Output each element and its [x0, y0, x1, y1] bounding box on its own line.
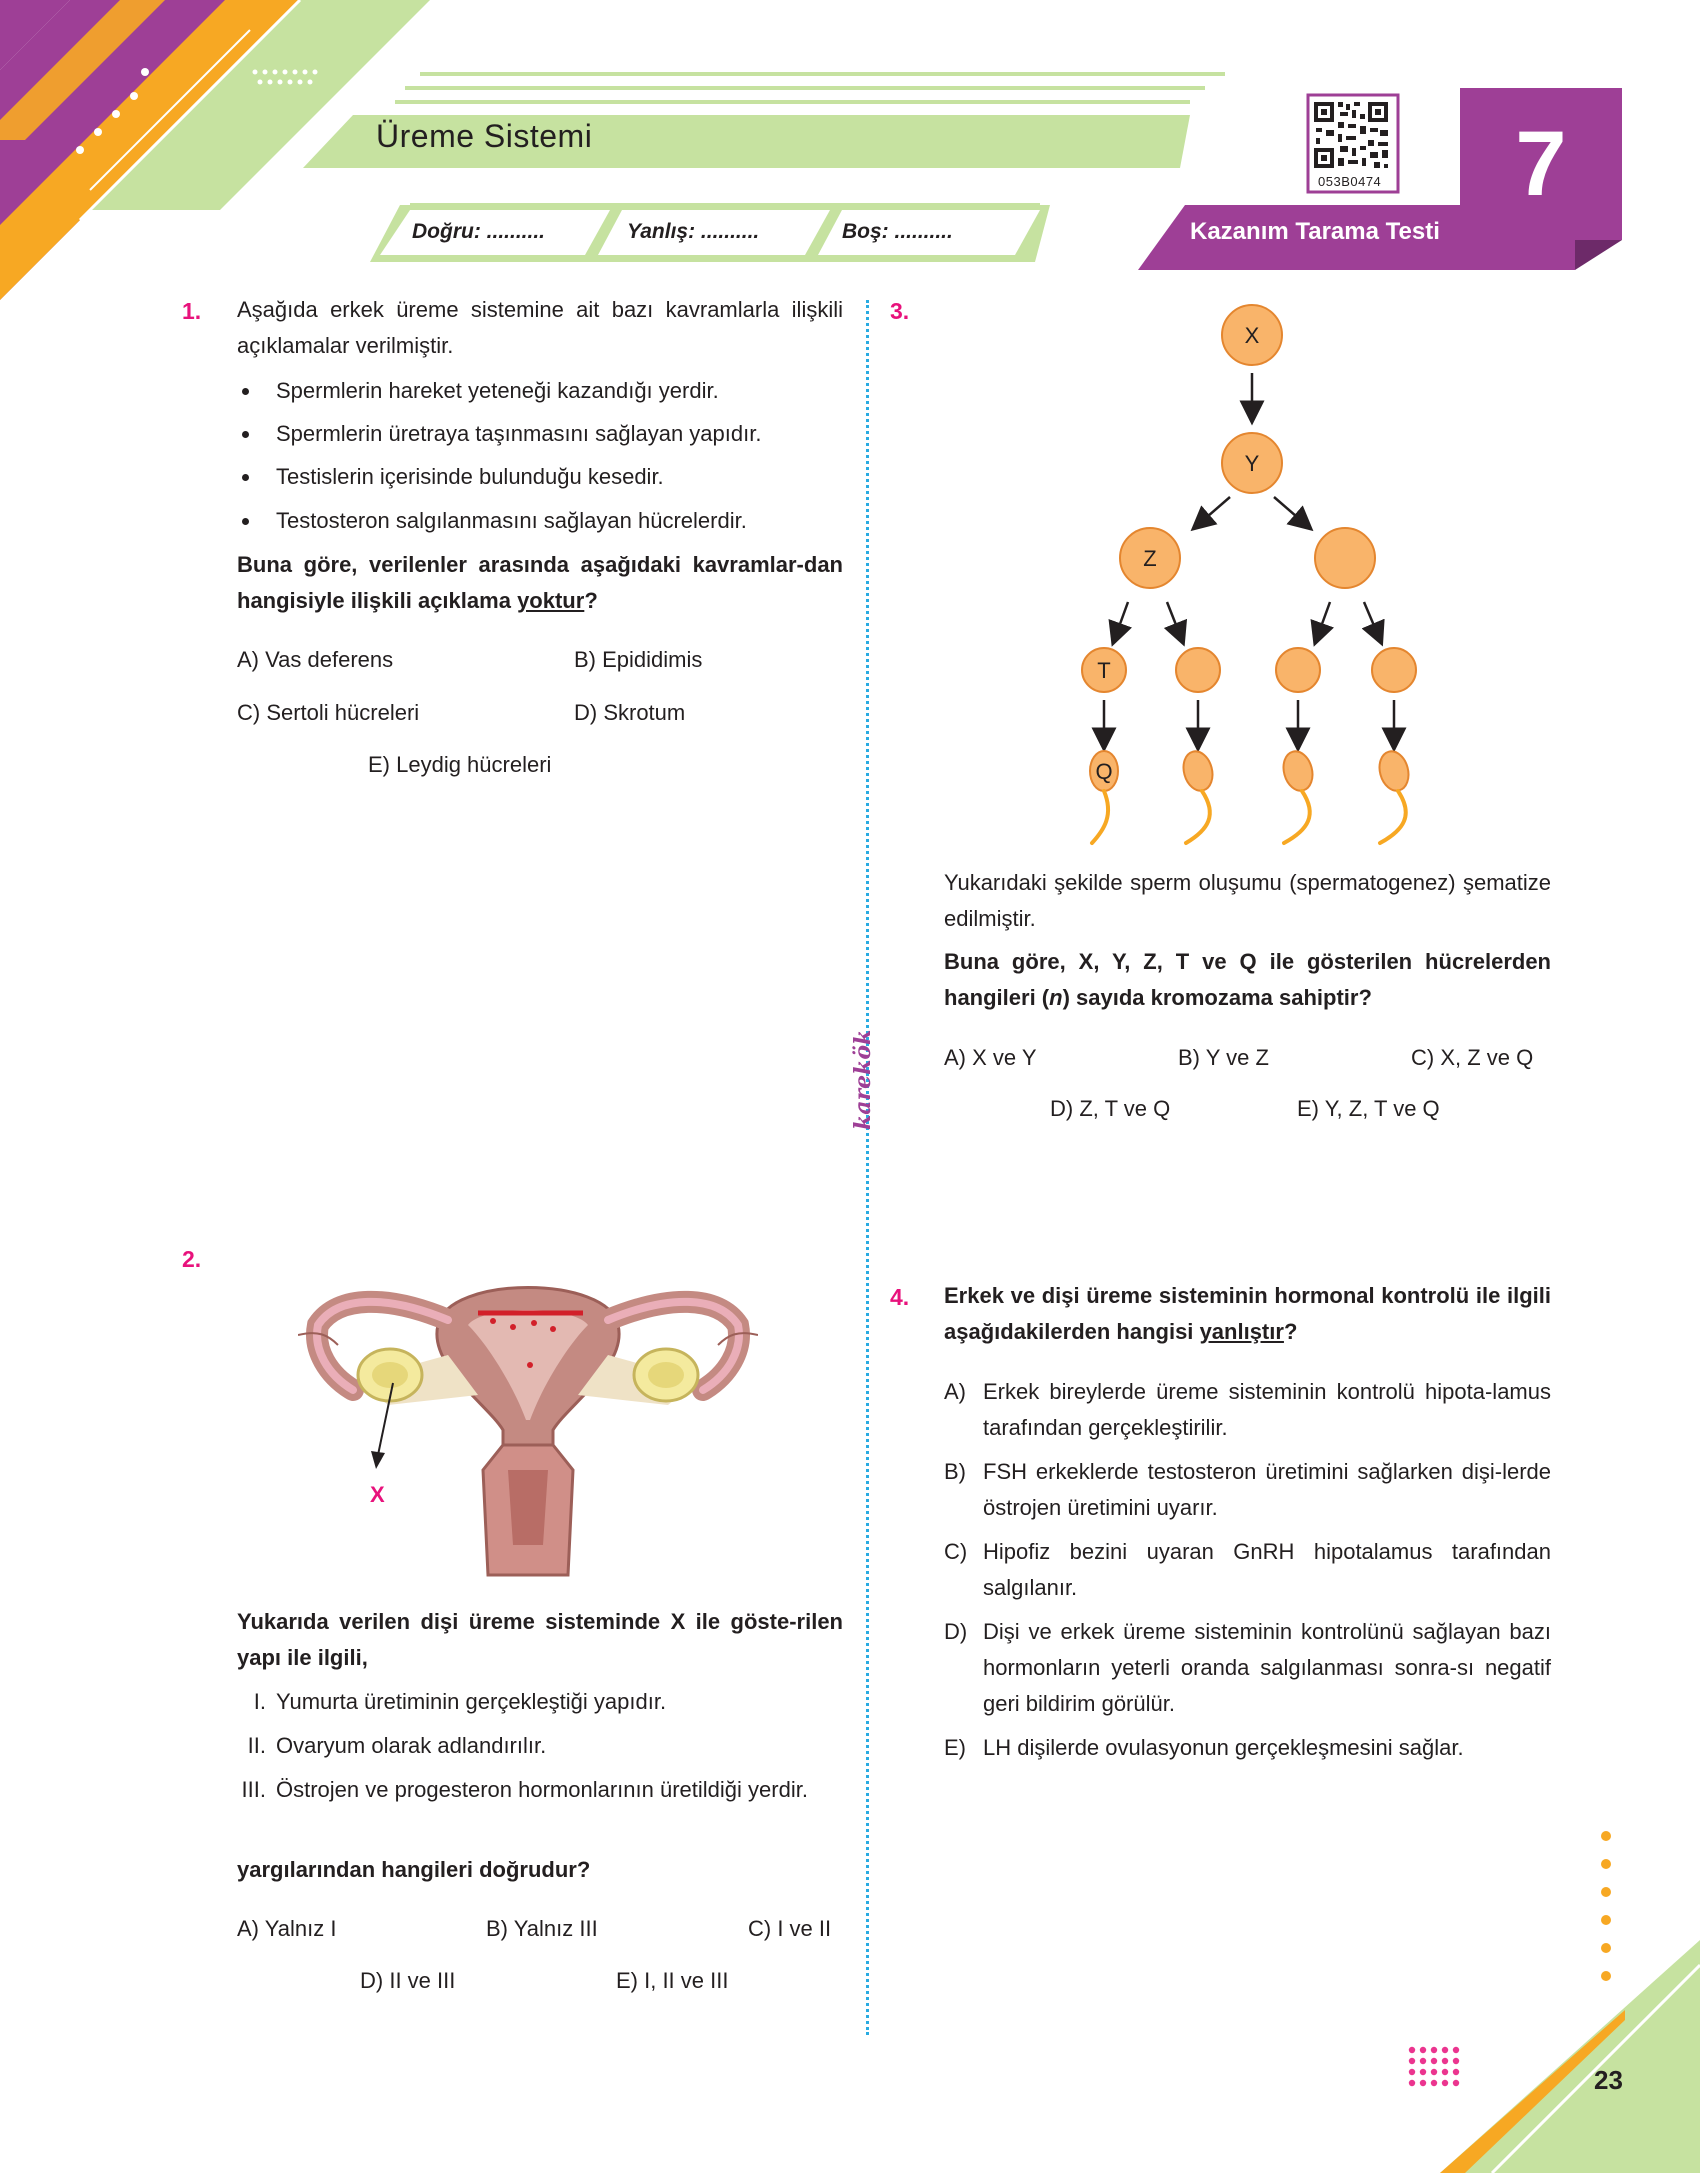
q2-statement-3-num: III.	[241, 1777, 266, 1802]
test-type-label: Kazanım Tarama Testi	[1190, 218, 1440, 245]
q3-option-c[interactable]: C) X, Z ve Q	[1411, 1045, 1534, 1070]
question-4-emphasis: yanlıştır	[1199, 1319, 1284, 1344]
cell-y-label: Y	[1244, 451, 1260, 476]
q4-option-b-letter: B)	[944, 1459, 966, 1484]
q2-statement-2-num: II.	[247, 1733, 266, 1758]
qr-code-icon[interactable]	[1312, 100, 1390, 170]
question-3-stem-b: ) sayıda kromozama sahiptir?	[1062, 985, 1372, 1010]
cell-spermatid-4	[1372, 648, 1416, 692]
question-1-stem-text: Buna göre, verilenler arasında aşağıdaki kavramlar-dan hangisiyle ilişkili açıklama	[237, 552, 843, 613]
page-title: Üreme Sistemi	[376, 118, 593, 154]
question-3-number: 3.	[890, 298, 910, 324]
question-3-stem	[944, 944, 1551, 1016]
female-reproductive-figure	[298, 1255, 758, 1585]
question-1-intro: Aşağıda erkek üreme sistemine ait bazı kavramlarla ilişkili açıklamalar verilmiştir.	[237, 297, 843, 358]
figure-label-x: X	[370, 1482, 385, 1507]
question-4-stem-text: Erkek ve dişi üreme sisteminin hormonal kontrolü ile ilgili aşağıdakilerden hangisi	[944, 1283, 1551, 1344]
karekok-label: karekök	[850, 1029, 876, 1130]
q3-option-d[interactable]: D) Z, T ve Q	[1050, 1096, 1171, 1121]
question-3-description: Yukarıdaki şekilde sperm oluşumu (spermatogenez) şematize edilmiştir.	[944, 870, 1551, 931]
question-2-ask: yargılarından hangileri doğrudur?	[237, 1857, 591, 1882]
q1-bullet-2: Spermlerin üretraya taşınmasını sağlayan yapıdır.	[276, 416, 761, 452]
page-number: 23	[1594, 2065, 1623, 2095]
q4-option-b[interactable]: FSH erkeklerde testosteron üretimini sağlarken dişi-lerde östrojen üretimini uyarır.	[983, 1459, 1551, 1520]
q1-bullet-1: Spermlerin hareket yeteneği kazandığı yerdir.	[276, 373, 719, 409]
q4-option-c-letter: C)	[944, 1539, 968, 1564]
q1-option-e[interactable]: E) Leydig hücreleri	[368, 752, 552, 777]
q4-option-d[interactable]: Dişi ve erkek üreme sisteminin kontrolünü sağlayan bazı hormonların yeterli oranda salgılanması sonra-sı negatif geri bildirim görülür.	[983, 1619, 1551, 1716]
q3-option-a[interactable]: A) X ve Y	[944, 1045, 1037, 1070]
question-1-emphasis: yoktur	[517, 588, 585, 613]
q3-option-b[interactable]: B) Y ve Z	[1178, 1045, 1269, 1070]
q4-option-d-letter: D)	[944, 1619, 968, 1644]
q2-statement-1: Yumurta üretiminin gerçekleştiği yapıdır.	[276, 1689, 667, 1714]
q4-option-e[interactable]: LH dişilerde ovulasyonun gerçekleşmesini sağlar.	[983, 1735, 1464, 1760]
q1-option-a[interactable]: A) Vas deferens	[237, 647, 394, 672]
question-3-n: n	[1049, 985, 1063, 1010]
q2-option-c[interactable]: C) I ve II	[748, 1916, 832, 1941]
spermatogenesis-figure	[1060, 295, 1440, 855]
question-3-stem-a: Buna göre, X, Y, Z, T ve Q ile gösterilen hücrelerden hangileri (	[944, 949, 1551, 1010]
q2-option-d[interactable]: D) II ve III	[360, 1968, 456, 1993]
score-wrong: Yanlış: ..........	[627, 220, 760, 243]
q1-bullet-3: Testislerin içerisinde bulunduğu kesedir.	[276, 459, 664, 495]
score-correct: Doğru: ..........	[412, 220, 545, 243]
q2-option-b[interactable]: B) Yalnız III	[486, 1916, 598, 1941]
question-2-stem: Yukarıda verilen dişi üreme sisteminde X ile göste-rilen yapı ile ilgili,	[237, 1609, 843, 1670]
question-1-number: 1.	[182, 298, 202, 324]
question-4-number: 4.	[890, 1284, 910, 1310]
cell-spermatid-2	[1176, 648, 1220, 692]
score-blank: Boş: ..........	[842, 220, 953, 243]
question-4-stem	[944, 1278, 1551, 1350]
cell-x-label: X	[1244, 323, 1260, 348]
q2-statement-1-num: I.	[253, 1689, 266, 1714]
qr-code-text: 053B0474	[1318, 174, 1382, 189]
q1-option-b[interactable]: B) Epididimis	[574, 647, 703, 672]
q1-option-c[interactable]: C) Sertoli hücreleri	[237, 700, 420, 725]
cell-spermatid-3	[1276, 648, 1320, 692]
question-4-stem-end: ?	[1283, 1319, 1298, 1344]
cell-t-label: T	[1097, 658, 1111, 683]
q2-statement-2: Ovaryum olarak adlandırılır.	[276, 1733, 547, 1758]
cell-z-label: Z	[1143, 546, 1157, 571]
question-1-stem	[237, 547, 843, 619]
q4-option-a[interactable]: Erkek bireylerde üreme sisteminin kontrolü hipota-lamus tarafından gerçekleştirilir.	[983, 1379, 1551, 1440]
q2-statement-3: Östrojen ve progesteron hormonlarının üretildiği yerdir.	[276, 1777, 808, 1802]
q1-bullet-4: Testosteron salgılanmasını sağlayan hücrelerdir.	[276, 503, 747, 539]
q2-option-e[interactable]: E) I, II ve III	[616, 1968, 729, 1993]
column-divider	[866, 300, 869, 2035]
q1-option-d[interactable]: D) Skrotum	[574, 700, 686, 725]
cell-q-label: Q	[1095, 759, 1113, 784]
q4-option-c[interactable]: Hipofiz bezini uyaran GnRH hipotalamus tarafından salgılanır.	[983, 1539, 1551, 1600]
test-number: 7	[1515, 113, 1567, 215]
cell-secondary	[1315, 528, 1375, 588]
question-2-number: 2.	[182, 1246, 202, 1272]
question-1-stem-end: ?	[584, 588, 598, 613]
q2-option-a[interactable]: A) Yalnız I	[237, 1916, 337, 1941]
q4-option-e-letter: E)	[944, 1735, 966, 1760]
q3-option-e[interactable]: E) Y, Z, T ve Q	[1297, 1096, 1440, 1121]
q4-option-a-letter: A)	[944, 1379, 966, 1404]
